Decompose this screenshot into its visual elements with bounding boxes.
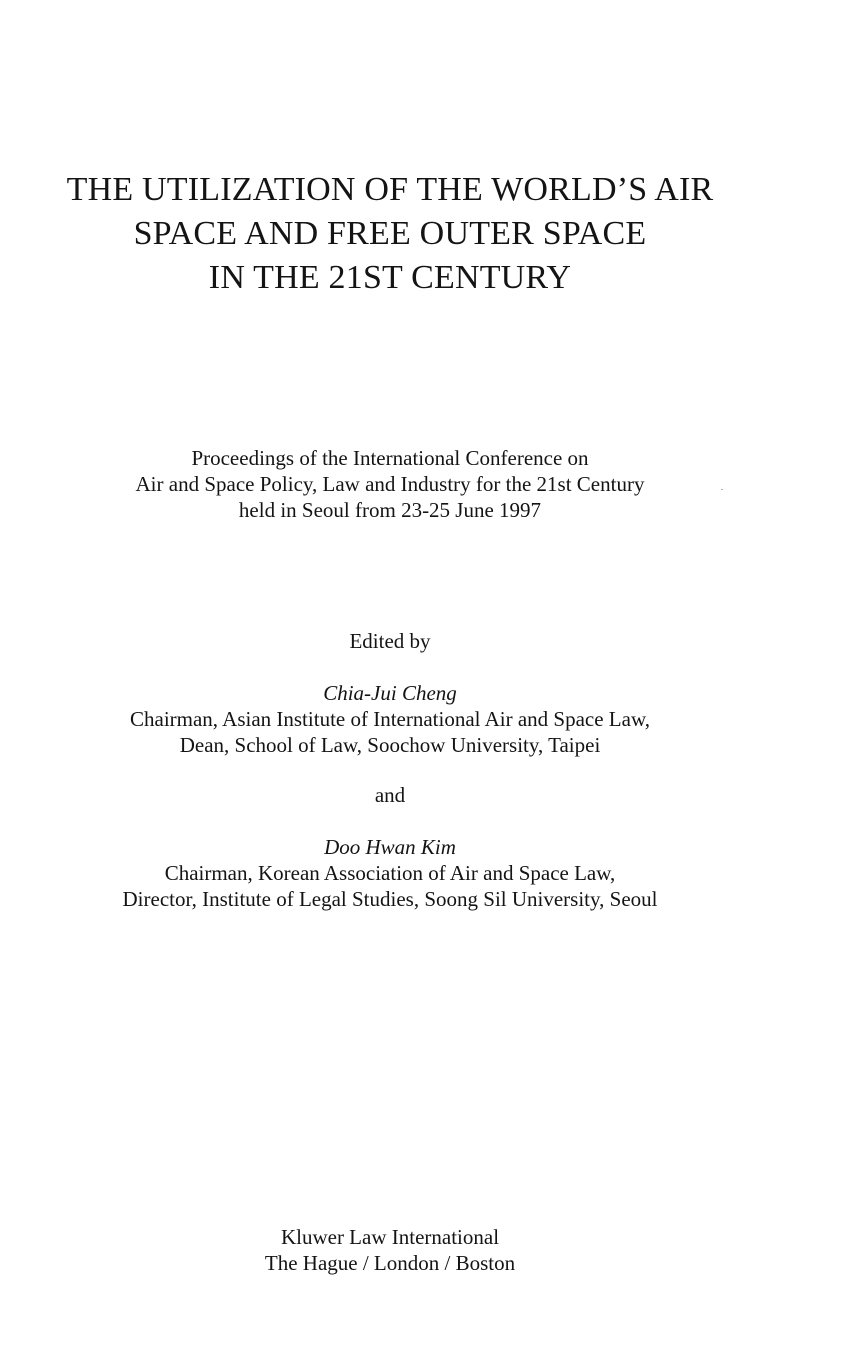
conjunction-block [0,782,780,808]
proceedings-subtitle [0,445,780,523]
subtitle-line-2: Air and Space Policy, Law and Industry for the 21st Century [135,472,645,496]
editor-name: Doo Hwan Kim [324,835,456,859]
edited-by-label-block [0,628,780,654]
publisher-block [0,1224,780,1276]
scan-speck [721,489,723,490]
editor-affiliation: Chairman, Korean Association of Air and Space Law, [164,861,616,885]
editor-affiliation: Chairman, Asian Institute of International Air and Space Law, [130,707,650,731]
publisher-locations: The Hague / London / Boston [264,1251,516,1275]
editor-affiliation: Dean, School of Law, Soochow University, Taipei [179,733,601,757]
editor-2 [0,834,780,912]
conjunction-and: and [374,783,406,807]
subtitle-line-1: Proceedings of the International Conference on [191,446,589,470]
publisher-name: Kluwer Law International [280,1225,500,1249]
book-title [0,168,780,300]
book-title-line-3: IN THE 21ST CENTURY [208,259,572,296]
edited-by-label: Edited by [349,629,431,653]
subtitle-line-3: held in Seoul from 23-25 June 1997 [238,498,542,522]
editor-name: Chia-Jui Cheng [323,681,457,705]
editor-1 [0,680,780,758]
editor-affiliation: Director, Institute of Legal Studies, Soong Sil University, Seoul [122,887,658,911]
book-title-line-1: THE UTILIZATION OF THE WORLD’S AIR [66,171,714,208]
book-title-line-2: SPACE AND FREE OUTER SPACE [133,215,647,252]
